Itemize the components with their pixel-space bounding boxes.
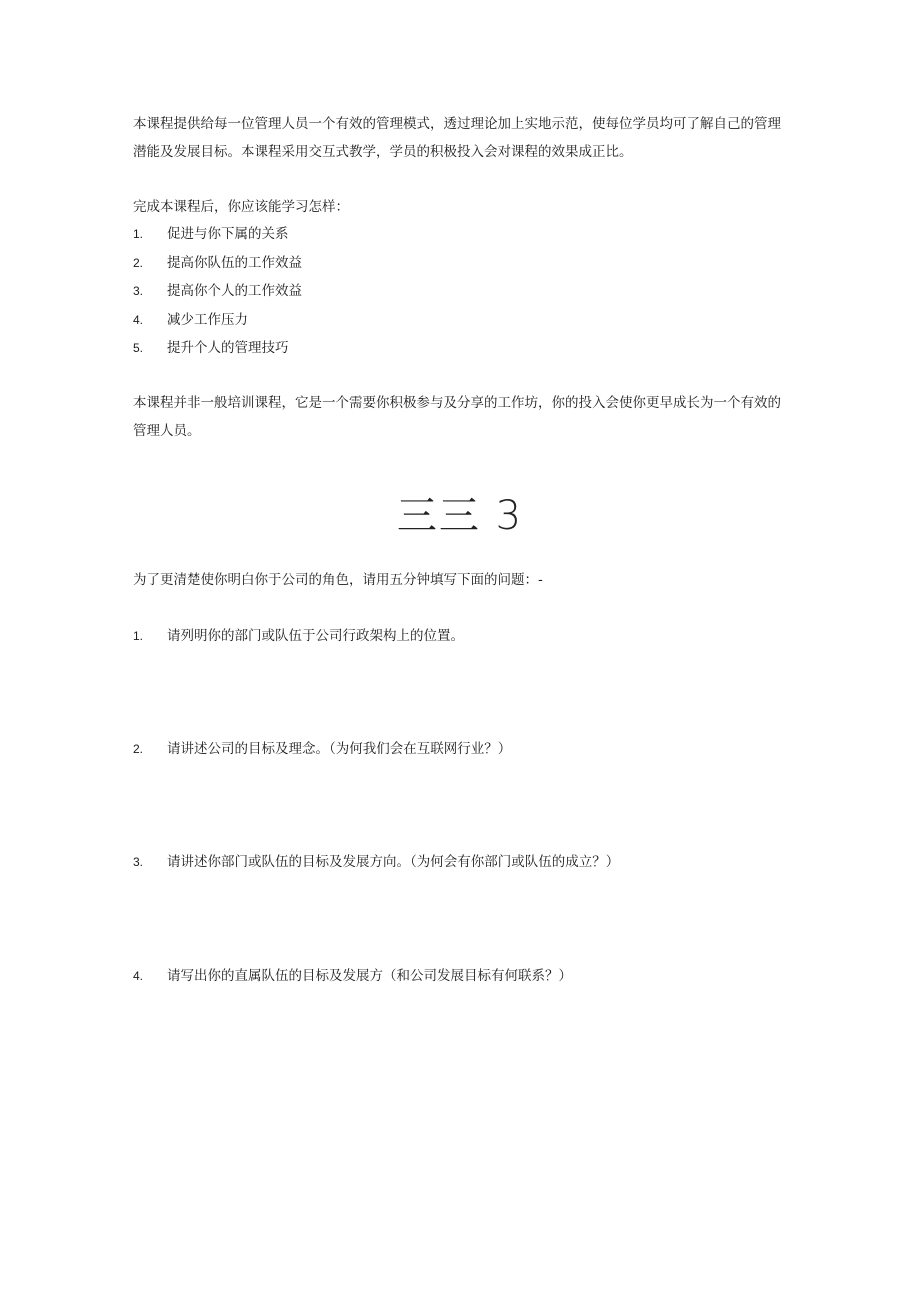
question-text: 请讲述公司的目标及理念。（为何我们会在互联网行业？） bbox=[167, 741, 512, 757]
intro-paragraph: 本课程提供给每一位管理人员一个有效的管理模式，透过理论加上实地示范，使每位学员均可了解自己的管理潜能及发展目标。本课程采用交互式教学，学员的积极投入会对课程的效果成正比。 bbox=[133, 116, 781, 160]
question-item bbox=[133, 622, 793, 650]
question-number: 4. bbox=[133, 969, 144, 983]
instruction-text: 为了更清楚使你明白你于公司的角色，请用五分钟填写下面的问题：- bbox=[133, 572, 543, 588]
question-number: 3. bbox=[133, 855, 144, 869]
question-item bbox=[133, 962, 793, 990]
section-heading: 三三 3 bbox=[396, 493, 524, 539]
list-item bbox=[133, 220, 302, 249]
list-item-text: 促进与你下属的关系 bbox=[167, 226, 289, 242]
outro-paragraph: 本课程并非一般培训课程，它是一个需要你积极参与及分享的工作坊，你的投入会使你更早成长为一个有效的管理人员。 bbox=[133, 395, 781, 439]
list-item-text: 减少工作压力 bbox=[167, 311, 248, 328]
objectives-lead: 完成本课程后，你应该能学习怎样： bbox=[133, 199, 349, 215]
list-item-number: 4. bbox=[133, 312, 144, 327]
objectives-list bbox=[133, 220, 302, 363]
question-item bbox=[133, 735, 793, 763]
list-item-text: 提高你个人的工作效益 bbox=[167, 283, 302, 299]
list-item-text: 提高你队伍的工作效益 bbox=[167, 254, 302, 271]
list-item-number: 2. bbox=[133, 255, 144, 270]
list-item bbox=[133, 249, 302, 278]
list-item-number: 3. bbox=[133, 284, 144, 298]
list-item-text: 提升个人的管理技巧 bbox=[167, 340, 289, 356]
list-item bbox=[133, 334, 302, 363]
list-item bbox=[133, 277, 302, 306]
question-text: 请列明你的部门或队伍于公司行政架构上的位置。 bbox=[167, 628, 464, 644]
question-number: 1. bbox=[133, 629, 144, 643]
question-item bbox=[133, 848, 793, 876]
list-item-number: 1. bbox=[133, 227, 144, 241]
list-item-number: 5. bbox=[133, 341, 144, 355]
question-text: 请写出你的直属队伍的目标及发展方（和公司发展目标有何联系？） bbox=[167, 968, 572, 984]
list-item bbox=[133, 306, 302, 335]
question-number: 2. bbox=[133, 742, 144, 756]
question-text: 请讲述你部门或队伍的目标及发展方向。（为何会有你部门或队伍的成立？） bbox=[167, 854, 620, 870]
